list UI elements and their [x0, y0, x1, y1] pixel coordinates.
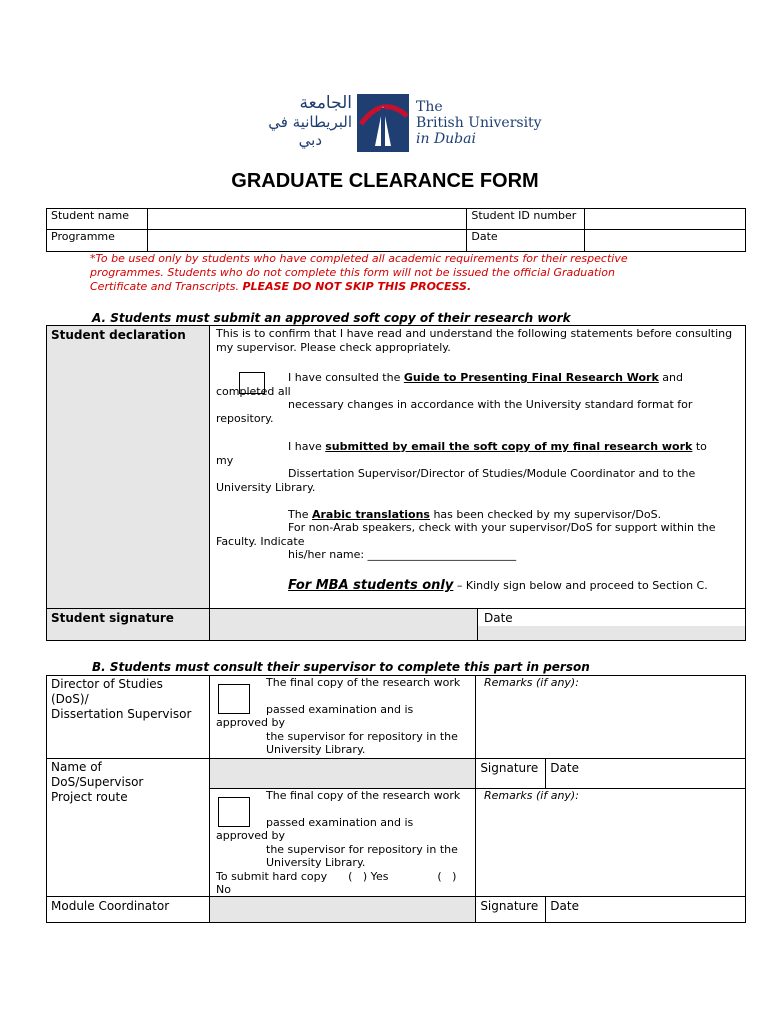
- name-project-cell: [47, 759, 210, 897]
- checkbox-dos-approval[interactable]: [218, 684, 250, 714]
- item3-line1: [288, 508, 738, 522]
- mba-bold: For MBA students only: [288, 578, 454, 593]
- student-id-label: Student ID number: [467, 209, 585, 230]
- student-signature-label: Student signature: [47, 609, 210, 641]
- remarks-label-2: Remarks (if any):: [484, 789, 579, 802]
- logo-british-university: British University: [416, 115, 542, 131]
- project-route-label: Project route: [51, 790, 128, 804]
- dos-label-2: (DoS)/: [51, 692, 89, 706]
- section-a-heading: A. Students must submit an approved soft copy of their research work: [92, 311, 571, 325]
- university-emblem-icon: [357, 94, 409, 152]
- signature-date-label: Date: [484, 611, 513, 625]
- signature-date-field[interactable]: [478, 626, 745, 640]
- item1-line4: repository.: [216, 412, 274, 425]
- item2-line1: [288, 440, 738, 454]
- student-id-field[interactable]: [585, 209, 746, 230]
- student-info-table: [46, 208, 746, 252]
- student-declaration-label: Student declaration: [47, 326, 210, 609]
- item3-line4: his/her name: ___________________________: [288, 548, 517, 561]
- arabic-line-3: دبي: [298, 131, 322, 149]
- item2-line2: my: [216, 454, 234, 467]
- english-logo-text: [416, 99, 542, 147]
- hard-copy-line: To submit hard copy ( ) Yes ( ): [216, 870, 457, 883]
- item1-line1: [288, 371, 738, 385]
- item2-post: to: [692, 440, 707, 453]
- item3-pre: The: [288, 508, 312, 521]
- note-text: *To be used only by students who have completed all academic requirements for their respective programmes. Students who do not complete this form will not be issued the official Graduation Certificate and Transcripts.: [90, 252, 628, 293]
- arabic-line-1: الجامعة: [299, 93, 352, 113]
- dos-label-3: Dissertation Supervisor: [51, 707, 192, 721]
- student-signature-field[interactable]: [210, 609, 478, 640]
- project-statement-3: approved by: [216, 829, 285, 842]
- arabic-logo-text: [222, 94, 352, 152]
- student-name-field[interactable]: [147, 209, 466, 230]
- module-coordinator-field[interactable]: [209, 897, 475, 923]
- module-coordinator-label: Module Coordinator: [47, 897, 210, 923]
- logo-in-dubai: in Dubai: [416, 131, 476, 147]
- signature-label-2: Signature: [476, 897, 546, 923]
- project-statement-2: passed examination and is: [266, 816, 414, 829]
- checkbox-project-approval[interactable]: [218, 797, 250, 827]
- section-b-heading: B. Students must consult their supervisor to complete this part in person: [92, 660, 590, 674]
- date-label-2: Date: [546, 897, 746, 923]
- mba-note: [288, 578, 738, 593]
- mba-rest: – Kindly sign below and proceed to Section C.: [453, 579, 708, 592]
- dos-statement-5: University Library.: [266, 743, 366, 756]
- dos-name-field[interactable]: [209, 759, 475, 789]
- dos-label-1: Director of Studies: [51, 677, 163, 691]
- item1-pre: I have consulted the: [288, 371, 404, 384]
- eligibility-note: [90, 252, 670, 294]
- item1-guide-link: Guide to Presenting Final Research Work: [403, 371, 659, 384]
- remarks-cell-2: [476, 789, 746, 897]
- item2-pre: I have: [288, 440, 326, 453]
- project-statement-4: the supervisor for repository in the: [266, 843, 458, 856]
- declaration-intro: This is to confirm that I have read and understand the following statements before consulting my supervisor. Please check appropriately.: [216, 327, 733, 354]
- name-label-1: Name of: [51, 760, 102, 774]
- item1-post: and: [658, 371, 683, 384]
- item1-line3: necessary changes in accordance with the University standard format for: [288, 398, 693, 411]
- item3-line3: Faculty. Indicate: [216, 535, 305, 548]
- programme-label: Programme: [47, 230, 148, 252]
- date-label-1: Date: [546, 759, 746, 789]
- item2-line3: Dissertation Supervisor/Director of Studies/Module Coordinator and to the: [288, 467, 696, 480]
- form-title: GRADUATE CLEARANCE FORM: [231, 170, 539, 192]
- item2-line4: University Library.: [216, 481, 316, 494]
- dos-statement-1: The final copy of the research work: [266, 676, 461, 689]
- name-label-2: DoS/Supervisor: [51, 775, 144, 789]
- dos-statement-2: passed examination and is: [266, 703, 414, 716]
- note-emphasis: PLEASE DO NOT SKIP THIS PROCESS.: [242, 280, 472, 293]
- item3-line2: For non-Arab speakers, check with your supervisor/DoS for support within the: [288, 521, 716, 534]
- dos-statement-4: the supervisor for repository in the: [266, 730, 458, 743]
- project-statement-5: University Library.: [266, 856, 366, 869]
- item1-line2: completed all: [216, 385, 291, 398]
- student-name-label: Student name: [47, 209, 148, 230]
- dos-label-cell: [47, 676, 210, 759]
- signature-label-1: Signature: [476, 759, 546, 789]
- dos-statement-3: approved by: [216, 716, 285, 729]
- hard-copy-no: No: [216, 883, 231, 896]
- remarks-label-1: Remarks (if any):: [484, 676, 579, 689]
- project-statement-1: The final copy of the research work: [266, 789, 461, 802]
- item3-bold: Arabic translations: [311, 508, 430, 521]
- item2-bold: submitted by email the soft copy of my final research work: [325, 440, 693, 453]
- date-field[interactable]: [585, 230, 746, 252]
- item3-post: has been checked by my supervisor/DoS.: [429, 508, 662, 521]
- date-label: Date: [467, 230, 585, 252]
- arabic-line-2: البريطانية في: [268, 113, 352, 131]
- programme-field[interactable]: [147, 230, 466, 252]
- logo-the: The: [416, 99, 443, 115]
